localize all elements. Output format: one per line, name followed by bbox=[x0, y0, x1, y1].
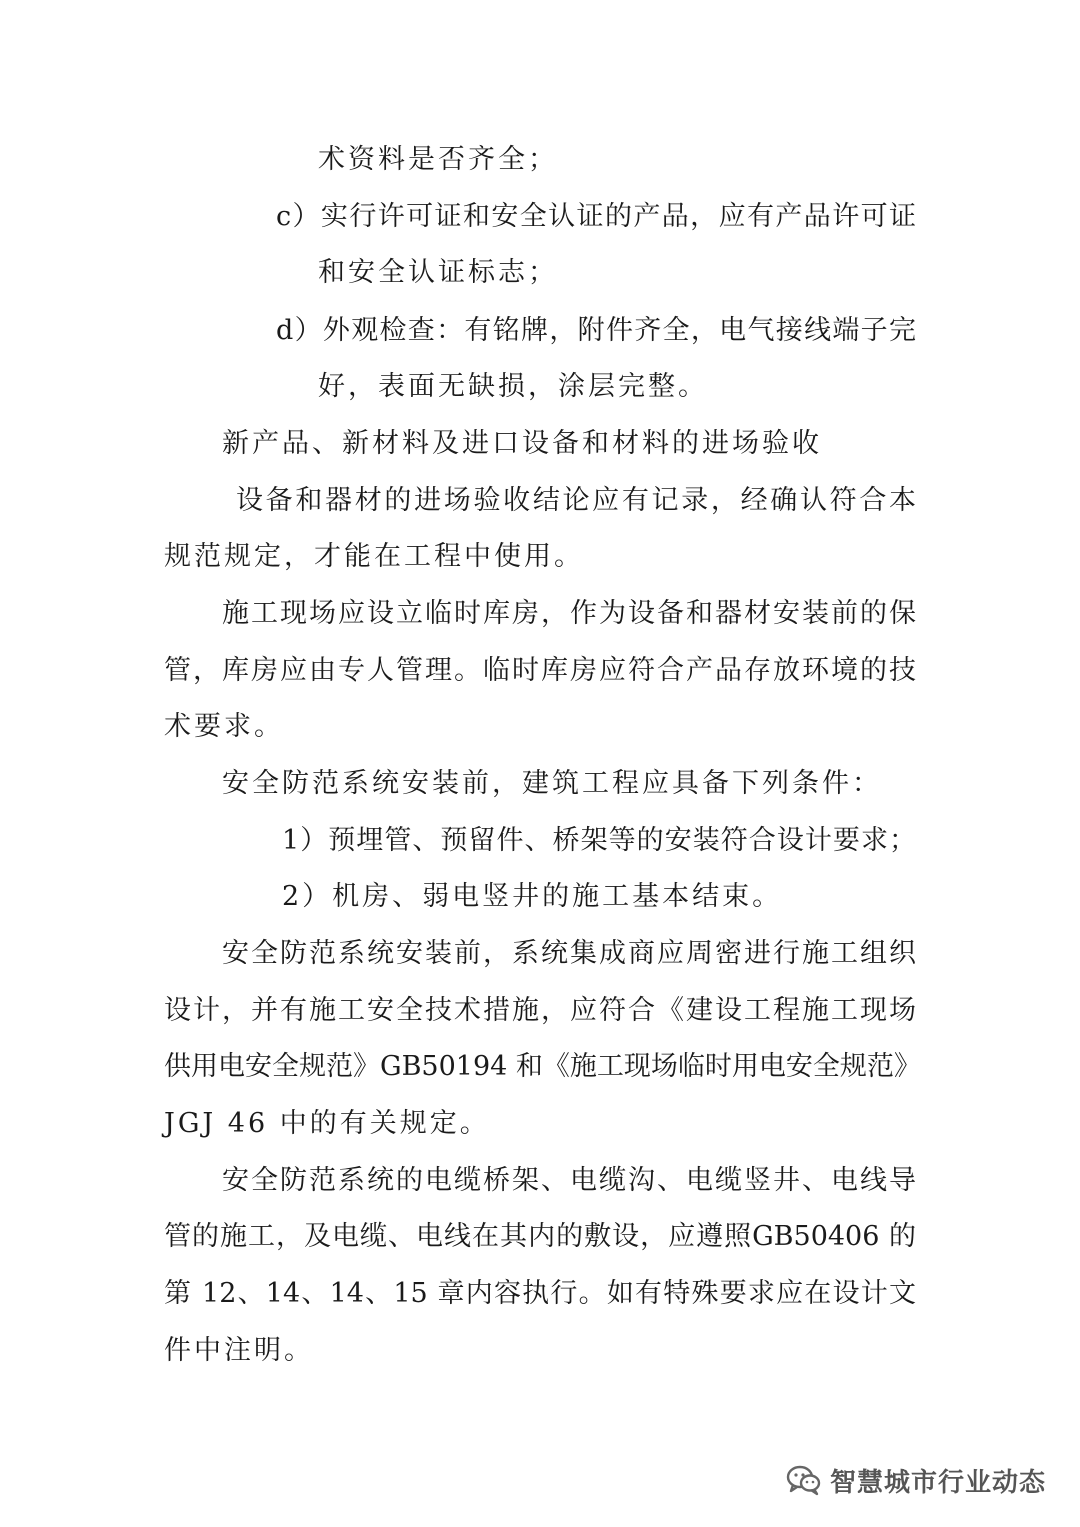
text-line: 好，表面无缺损，涂层完整。 bbox=[318, 371, 708, 402]
text-line: 供用电安全规范》GB50194 和《施工现场临时用电安全规范》 bbox=[164, 1051, 921, 1082]
text-line: 管的施工，及电缆、电线在其内的敷设，应遵照GB50406 的 bbox=[164, 1221, 916, 1252]
list-item: 1）预埋管、预留件、桥架等的安装符合设计要求； bbox=[282, 825, 916, 856]
text-line: JGJ 46 中的有关规定。 bbox=[164, 1108, 490, 1139]
wechat-icon bbox=[786, 1464, 822, 1496]
text-line: 术资料是否齐全； bbox=[318, 144, 558, 175]
text-line: c）实行许可证和安全认证的产品，应有产品许可证 bbox=[276, 201, 916, 232]
text-line: d）外观检查：有铭牌，附件齐全，电气接线端子完 bbox=[276, 315, 916, 346]
source-watermark bbox=[786, 1458, 1046, 1502]
text-line: 术要求。 bbox=[164, 711, 284, 742]
text-line: 设备和器材的进场验收结论应有记录，经确认符合本 bbox=[236, 485, 916, 516]
section-heading: 新产品、新材料及进口设备和材料的进场验收 bbox=[222, 428, 822, 459]
text-line: 规范规定，才能在工程中使用。 bbox=[164, 541, 584, 572]
text-line: 管，库房应由专人管理。临时库房应符合产品存放环境的技 bbox=[164, 655, 916, 686]
text-line: 施工现场应设立临时库房，作为设备和器材安装前的保 bbox=[222, 598, 916, 629]
watermark-text: 智慧城市行业动态 bbox=[829, 1467, 1046, 1498]
text-line: 第 12、14、14、15 章内容执行。如有特殊要求应在设计文 bbox=[164, 1278, 916, 1309]
text-line: 设计，并有施工安全技术措施，应符合《建设工程施工现场 bbox=[164, 995, 916, 1026]
text-line: 安全防范系统安装前，系统集成商应周密进行施工组织 bbox=[222, 938, 916, 969]
text-line: 件中注明。 bbox=[164, 1335, 314, 1366]
text-line: 和安全认证标志； bbox=[318, 257, 558, 288]
text-line: 安全防范系统的电缆桥架、电缆沟、电缆竖井、电线导 bbox=[222, 1165, 916, 1196]
list-item: 2）机房、弱电竖井的施工基本结束。 bbox=[282, 881, 783, 912]
text-line: 安全防范系统安装前，建筑工程应具备下列条件： bbox=[222, 768, 882, 799]
